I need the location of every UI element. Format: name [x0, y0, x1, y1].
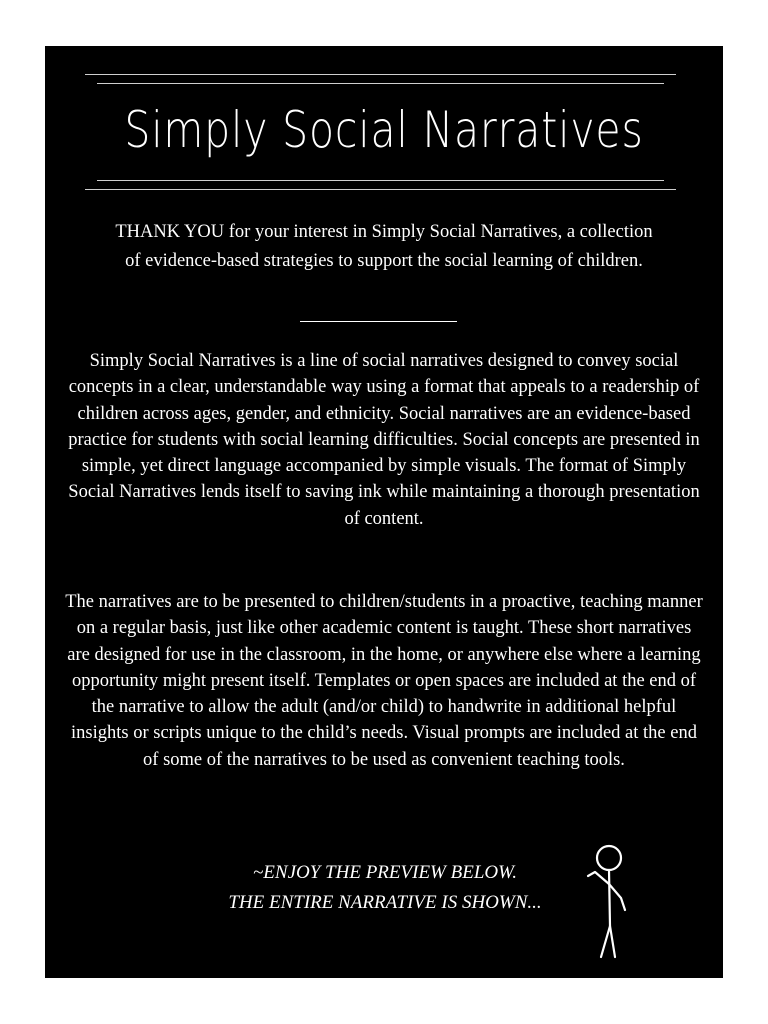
closing-message: [175, 858, 595, 918]
title-rule-top-outer: [85, 74, 676, 75]
body-paragraph-2: The narratives are to be presented to children/students in a proactive, teaching manner on a regular basis, just like other academic content is taught. These short narratives are designed for use in the classroom, in the home, or anywhere else where a learning opportunity might present itself. Templates or open spaces are included at the end of the narrative to allow the adult (and/or child) to handwrite in additional helpful insights or scripts unique to the child’s needs. Visual prompts are included at the end of some of the narratives to be used as convenient teaching tools.: [65, 592, 703, 770]
stick-figure-icon: [579, 840, 643, 964]
page-title: Simply Social Narratives: [124, 101, 644, 159]
title-rule-top-inner: [97, 83, 664, 84]
title-rule-bottom-inner: [97, 180, 664, 181]
black-panel: [45, 46, 723, 978]
title-rule-bottom-outer: [85, 189, 676, 190]
closing-line-2: THE ENTIRE NARRATIVE IS SHOWN...: [228, 892, 542, 913]
intro-text: THANK YOU for your interest in Simply Social Narratives, a collection of evidence-based strategies to support the social learning of children.: [115, 222, 653, 271]
intro-divider: [300, 321, 457, 322]
closing-line-1: ~ENJOY THE PREVIEW BELOW.: [253, 862, 517, 883]
body-paragraph-1: Simply Social Narratives is a line of social narratives designed to convey social concepts in a clear, understandable way using a format that appeals to a readership of children across ages, gender, and ethnicity. Social narratives are an evidence-based practice for students with social learning difficulties. Social concepts are presented in simple, yet direct language accompanied by simple visuals. The format of Simply Social Narratives lends itself to saving ink while maintaining a thorough presentation of content.: [68, 351, 700, 529]
